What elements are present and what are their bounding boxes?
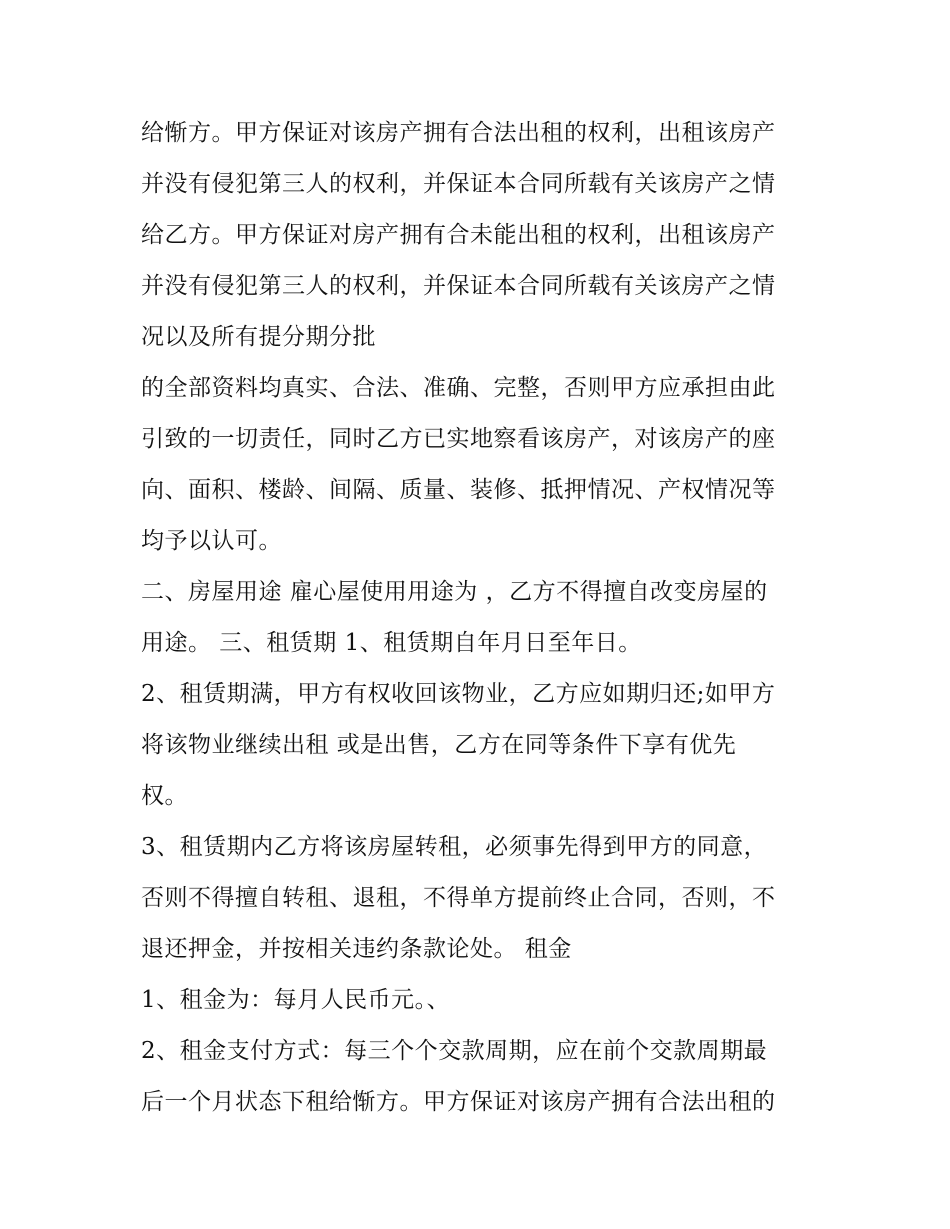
text-line: 退还押金，并按相关违约条款论处。 租金	[141, 936, 572, 962]
text-line: 否则不得擅自转租、退租，不得单方提前终止合同，否则，不	[141, 885, 776, 911]
text-line: 况以及所有提分期分批	[141, 324, 376, 350]
text-line: 2、租金支付方式：每三个个交款周期，应在前个交款周期最	[141, 1038, 768, 1064]
text-line: 并没有侵犯第三人的权利，并保证本合同所载有关该房产之情	[141, 273, 776, 299]
contract-text	[141, 108, 831, 1128]
text-line: 给惭方。甲方保证对该房产拥有合法出租的权利，出租该房产	[141, 120, 776, 146]
text-line: 给乙方。甲方保证对房产拥有合未能出租的权利，出租该房产	[141, 222, 776, 248]
text-line: 3、租赁期内乙方将该房屋转租，必须事先得到甲方的同意，	[141, 834, 768, 860]
text-line: 均予以认可。	[141, 528, 282, 554]
text-line: 权。	[141, 783, 188, 809]
text-line: 并没有侵犯第三人的权利，并保证本合同所载有关该房产之情	[141, 171, 776, 197]
text-line: 将该物业继续出租 或是出售，乙方在同等条件下享有优先	[141, 732, 737, 758]
text-line: 后一个月状态下租给惭方。甲方保证对该房产拥有合法出租的	[141, 1089, 776, 1115]
text-line: 向、面积、楼龄、间隔、质量、装修、抵押情况、产权情况等	[141, 477, 776, 503]
text-line: 用途。 三、租赁期 1、租赁期自年月日至年日。	[141, 630, 642, 656]
text-line: 的全部资料均真实、合法、准确、完整，否则甲方应承担由此	[141, 375, 776, 401]
text-line: 引致的一切责任，同时乙方已实地察看该房产，对该房产的座	[141, 426, 776, 452]
text-line: 2、租赁期满，甲方有权收回该物业，乙方应如期归还;如甲方	[141, 681, 776, 707]
text-line: 1、租金为：每月人民币元。、	[141, 987, 451, 1013]
text-line: 二、房屋用途 雇心屋使用用途为 ，乙方不得擅自改变房屋的	[141, 579, 768, 605]
